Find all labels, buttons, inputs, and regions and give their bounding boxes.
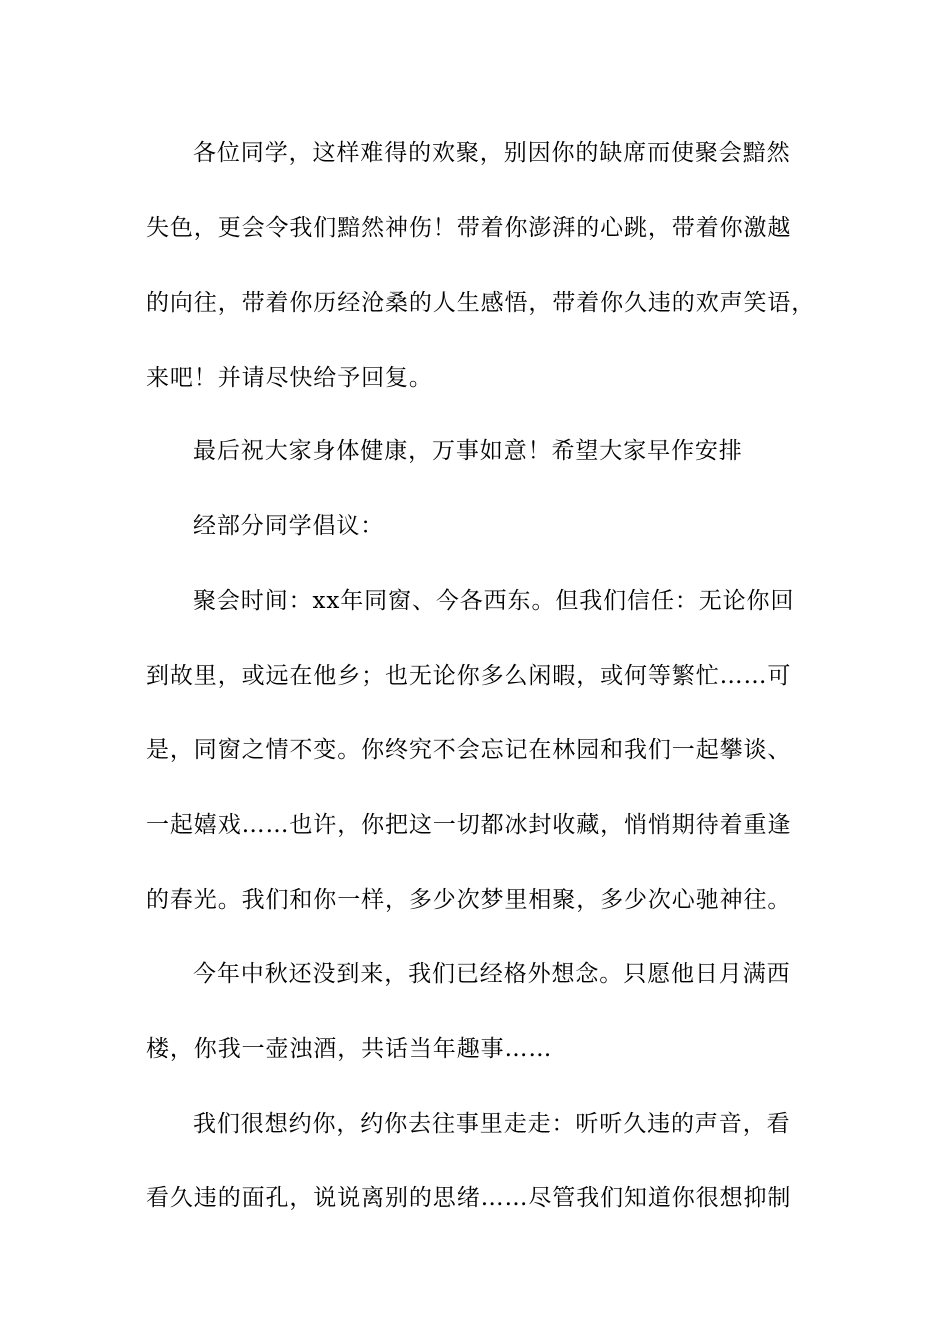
paragraph-line: 今年中秋还没到来，我们已经格外想念。只愿他日月满西: [193, 961, 791, 987]
paragraph-line: 的向往，带着你历经沧桑的人生感悟，带着你久违的欢声笑语，: [146, 290, 816, 316]
paragraph-line: 到故里，或远在他乡；也无论你多么闲暇，或何等繁忙……可: [146, 663, 792, 689]
paragraph-line: 各位同学，这样难得的欢聚，别因你的缺席而使聚会黯然: [193, 140, 791, 166]
paragraph-line: 楼，你我一壶浊酒，共话当年趣事……: [146, 1036, 553, 1062]
paragraph-line: 是，同窗之情不变。你终究不会忘记在林园和我们一起攀谈、: [146, 737, 792, 763]
paragraph-line: 聚会时间：xx年同窗、今各西东。但我们信任：无论你回: [193, 588, 795, 614]
paragraph-line: 来吧！并请尽快给予回复。: [146, 365, 433, 391]
paragraph-line: 最后祝大家身体健康，万事如意！希望大家早作安排: [193, 438, 743, 464]
paragraph-line: 的春光。我们和你一样，多少次梦里相聚，多少次心驰神往。: [146, 887, 792, 913]
paragraph-line: 失色，更会令我们黯然神伤！带着你澎湃的心跳，带着你激越: [146, 215, 792, 241]
paragraph-line: 我们很想约你，约你去往事里走走：听听久违的声音，看: [193, 1111, 791, 1137]
paragraph-line: 一起嬉戏……也许，你把这一切都冰封收藏，悄悄期待着重逢: [146, 812, 792, 838]
paragraph-line: 经部分同学倡议：: [193, 513, 385, 539]
paragraph-line: 看久违的面孔，说说离别的思绪……尽管我们知道你很想抑制: [146, 1185, 792, 1211]
